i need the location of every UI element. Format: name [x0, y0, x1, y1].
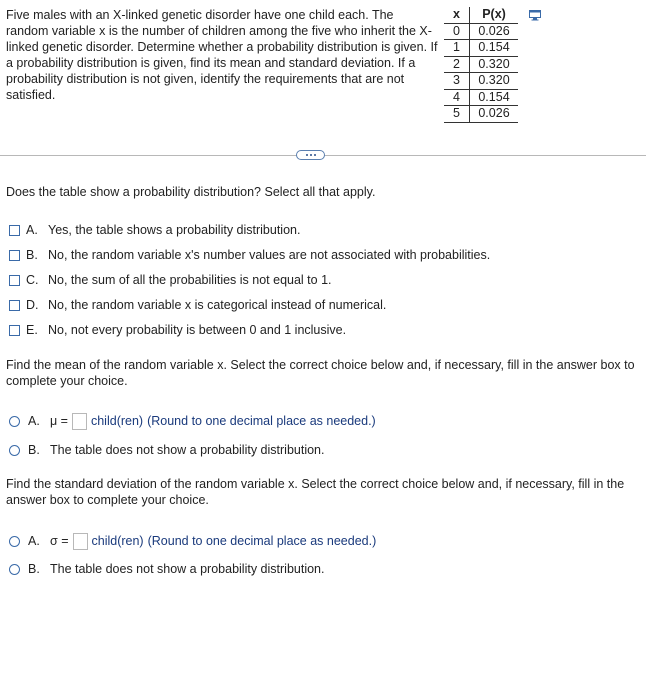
table-row — [444, 40, 518, 57]
cell-p: 0.026 — [470, 106, 519, 123]
option-e-checkbox[interactable] — [9, 322, 346, 338]
table-row — [444, 89, 518, 106]
question1-prompt: Does the table show a probability distribution? Select all that apply. — [6, 185, 376, 199]
sigma-symbol: σ = — [50, 534, 69, 548]
option-text: No, not every probability is between 0 and 1 inclusive. — [48, 323, 347, 337]
table-row — [444, 23, 518, 40]
option-b-checkbox[interactable] — [9, 247, 490, 263]
table-row — [444, 56, 518, 73]
mu-symbol: μ = — [50, 414, 68, 428]
option-text: The table does not show a probability distribution. — [50, 443, 325, 457]
option-letter: B. — [28, 562, 40, 576]
cell-x: 2 — [444, 56, 470, 73]
checkbox-icon[interactable] — [9, 250, 20, 261]
cell-x: 0 — [444, 23, 470, 40]
option-c-checkbox[interactable] — [9, 272, 332, 288]
option-a-checkbox[interactable] — [9, 222, 300, 238]
table-row — [444, 73, 518, 90]
cell-p: 0.154 — [470, 89, 519, 106]
cell-x: 1 — [444, 40, 470, 57]
option-letter: A. — [28, 414, 40, 428]
cell-p: 0.320 — [470, 56, 519, 73]
checkbox-icon[interactable] — [9, 325, 20, 336]
option-letter: A. — [28, 534, 40, 548]
option-d-checkbox[interactable] — [9, 297, 386, 313]
units-label: child(ren) — [90, 414, 144, 428]
cell-x: 5 — [444, 106, 470, 123]
ellipsis-icon — [306, 154, 308, 156]
option-text: Yes, the table shows a probability distribution. — [48, 223, 301, 237]
option-text: No, the random variable x's number values are not associated with probabilities. — [48, 248, 491, 262]
option-letter: B. — [28, 443, 40, 457]
rounding-hint: (Round to one decimal place as needed.) — [147, 414, 376, 428]
cell-p: 0.026 — [478, 23, 510, 38]
checkbox-icon[interactable] — [9, 300, 20, 311]
mean-option-b-radio[interactable] — [9, 441, 324, 459]
option-letter: D. — [26, 298, 39, 312]
cell-p: 0.154 — [470, 40, 519, 57]
rounding-hint: (Round to one decimal place as needed.) — [147, 534, 377, 548]
question3-prompt: Find the standard deviation of the random variable x. Select the correct choice below and, if necessary, fill in the answer box to complete your choice. — [6, 477, 625, 507]
radio-icon[interactable] — [9, 564, 20, 575]
sd-answer-input[interactable] — [73, 533, 88, 550]
option-letter: E. — [26, 323, 38, 337]
sd-option-a-radio[interactable] — [9, 532, 376, 550]
option-text: No, the random variable x is categorical instead of numerical. — [48, 298, 387, 312]
option-letter: C. — [26, 273, 39, 287]
radio-icon[interactable] — [9, 416, 20, 427]
radio-icon[interactable] — [9, 445, 20, 456]
cell-x: 4 — [444, 89, 470, 106]
mean-answer-input[interactable] — [72, 413, 87, 430]
radio-icon[interactable] — [9, 536, 20, 547]
more-options-button[interactable] — [296, 150, 325, 160]
cell-x: 3 — [444, 73, 470, 90]
option-letter: A. — [26, 223, 38, 237]
copy-table-icon[interactable] — [529, 10, 541, 21]
table-header-x: x — [444, 7, 470, 23]
cell-p: 0.320 — [470, 73, 519, 90]
problem-statement: Five males with an X-linked genetic disorder have one child each. The random variable x is the number of children among the five who inherit the X-linked genetic disorder. Determine whether a probability distribution is given. If a probability distribution is given, find its mean and standard deviation. If a probability distribution is not given, identify the requirements that are not satisfied. — [6, 8, 438, 102]
units-label: child(ren) — [91, 534, 144, 548]
option-text: No, the sum of all the probabilities is not equal to 1. — [48, 273, 332, 287]
probability-table — [444, 7, 518, 123]
table-row — [444, 106, 518, 123]
table-header-px: P(x) — [470, 7, 519, 23]
checkbox-icon[interactable] — [9, 225, 20, 236]
option-text: The table does not show a probability distribution. — [50, 562, 325, 576]
question2-prompt: Find the mean of the random variable x. Select the correct choice below and, if necessary, fill in the answer box to complete your choice. — [6, 358, 635, 388]
sd-option-b-radio[interactable] — [9, 560, 324, 578]
mean-option-a-radio[interactable] — [9, 412, 376, 430]
option-letter: B. — [26, 248, 38, 262]
checkbox-icon[interactable] — [9, 275, 20, 286]
